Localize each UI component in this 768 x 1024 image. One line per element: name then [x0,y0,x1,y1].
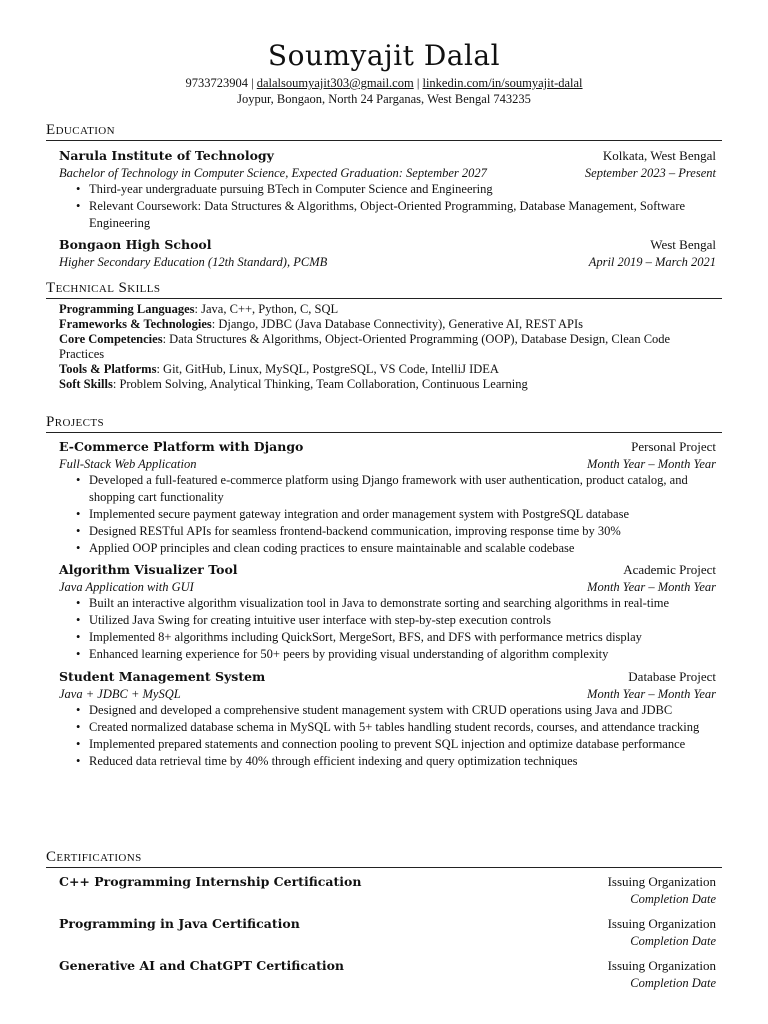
contact-line: 9733723904 | dalalsoumyajit303@gmail.com | linkedin.com/in/soumyajit-dalal [185,76,583,90]
project-entry [59,438,716,556]
skill-row: Core Competencies: Data Structures & Algorithms, Object-Oriented Programming (OOP), Database Design, Clean Code Practices [59,332,671,361]
skill-row: Soft Skills: Problem Solving, Analytical Thinking, Team Collaboration, Continuous Learning [59,377,528,391]
list-item: • Third-year undergraduate pursuing BTech in Computer Science and Engineering [89,181,716,198]
list-item: • Designed and developed a comprehensive student management system with CRUD operations using Java and JDBC [89,702,716,719]
project-name: Algorithm Visualizer Tool [59,562,238,577]
certification-name: Programming in Java Certification [59,916,300,931]
education-heading: Education [46,121,722,141]
project-subtitle: Full-Stack Web Application [59,457,197,471]
degree: Higher Secondary Education (12th Standard), PCMB [59,255,328,269]
project-dates: Month Year – Month Year [587,457,716,471]
list-item: • Utilized Java Swing for creating intuitive user interface with step-by-step execution controls [89,612,716,629]
school-location: Kolkata, West Bengal [602,148,716,163]
certification-entry [59,873,716,907]
candidate-name: Soumyajit Dalal [267,39,501,72]
project-subtitle: Java + JDBC + MySQL [59,686,181,701]
education-entry [59,236,716,270]
project-entry [59,561,716,663]
certification-entry [59,915,716,949]
school-location: West Bengal [650,237,716,252]
certifications-heading: Certifications [46,848,722,868]
skill-row: Programming Languages: Java, C++, Python, C, SQL [59,302,339,316]
list-item: • Developed a full-featured e-commerce platform using Django framework with user authentication, product catalog, and shopping cart functionality [89,472,716,505]
projects-heading: Projects [46,413,722,433]
education-entry [59,147,716,231]
skills-heading: Technical Skills [46,279,722,299]
project-kind: Academic Project [623,562,716,577]
degree: Bachelor of Technology in Computer Science, Expected Graduation: September 2027 [59,166,487,180]
project-entry [59,668,716,770]
skill-row: Frameworks & Technologies: Django, JDBC (Java Database Connectivity), Generative AI, REST APIs [59,317,584,331]
project-dates: Month Year – Month Year [587,580,716,594]
certification-org: Issuing Organization [607,958,716,973]
list-item: • Implemented 8+ algorithms including QuickSort, MergeSort, BFS, and DFS with performance metrics display [89,629,716,646]
certification-name: C++ Programming Internship Certification [59,874,362,889]
project-name: E-Commerce Platform with Django [59,439,304,454]
list-item: • Created normalized database schema in MySQL with 5+ tables handling student records, courses, and attendance tracking [89,719,716,736]
school-name: Bongaon High School [59,237,212,252]
list-item: • Enhanced learning experience for 50+ peers by providing visual understanding of algorithm complexity [89,646,716,663]
project-subtitle: Java Application with GUI [59,580,194,594]
list-item: • Reduced data retrieval time by 40% through efficient indexing and query optimization techniques [89,753,716,770]
list-item: • Designed RESTful APIs for seamless frontend-backend communication, improving response time by 30% [89,523,716,540]
list-item: • Relevant Coursework: Data Structures & Algorithms, Object-Oriented Programming, Database Management, Software Engineering [89,198,716,231]
skill-row: Tools & Platforms: Git, GitHub, Linux, MySQL, PostgreSQL, VS Code, IntelliJ IDEA [59,362,499,376]
certification-date: Completion Date [630,892,716,906]
list-item: • Applied OOP principles and clean coding practices to ensure maintainable and scalable codebase [89,540,716,557]
list-item: • Built an interactive algorithm visualization tool in Java to demonstrate sorting and searching algorithms in real-time [89,595,716,612]
school-name: Narula Institute of Technology [59,148,274,163]
certification-name: Generative AI and ChatGPT Certification [59,958,345,973]
certification-date: Completion Date [630,976,716,990]
education-dates: September 2023 – Present [584,166,716,180]
certification-entry [59,957,716,991]
education-dates: April 2019 – March 2021 [588,255,716,269]
linkedin-link[interactable]: linkedin.com/in/soumyajit-dalal [422,76,583,90]
list-item: • Implemented prepared statements and connection pooling to prevent SQL injection and optimize database performance [89,736,716,753]
phone: 9733723904 [185,76,248,90]
certification-org: Issuing Organization [607,874,716,889]
email-link[interactable]: dalalsoumyajit303@gmail.com [256,76,414,90]
skills-list [59,302,716,392]
certifications-section [46,848,722,991]
skills-section [46,279,722,392]
address: Joypur, Bongaon, North 24 Parganas, West Bengal 743235 [237,92,531,106]
project-name: Student Management System [59,668,266,684]
education-section [46,121,722,270]
projects-section [46,413,722,770]
certification-org: Issuing Organization [607,916,716,931]
certification-date: Completion Date [630,934,716,948]
project-kind: Database Project [628,668,716,684]
list-item: • Implemented secure payment gateway integration and order management system with PostgreSQL database [89,506,716,523]
project-kind: Personal Project [631,439,716,454]
project-dates: Month Year – Month Year [587,686,716,701]
